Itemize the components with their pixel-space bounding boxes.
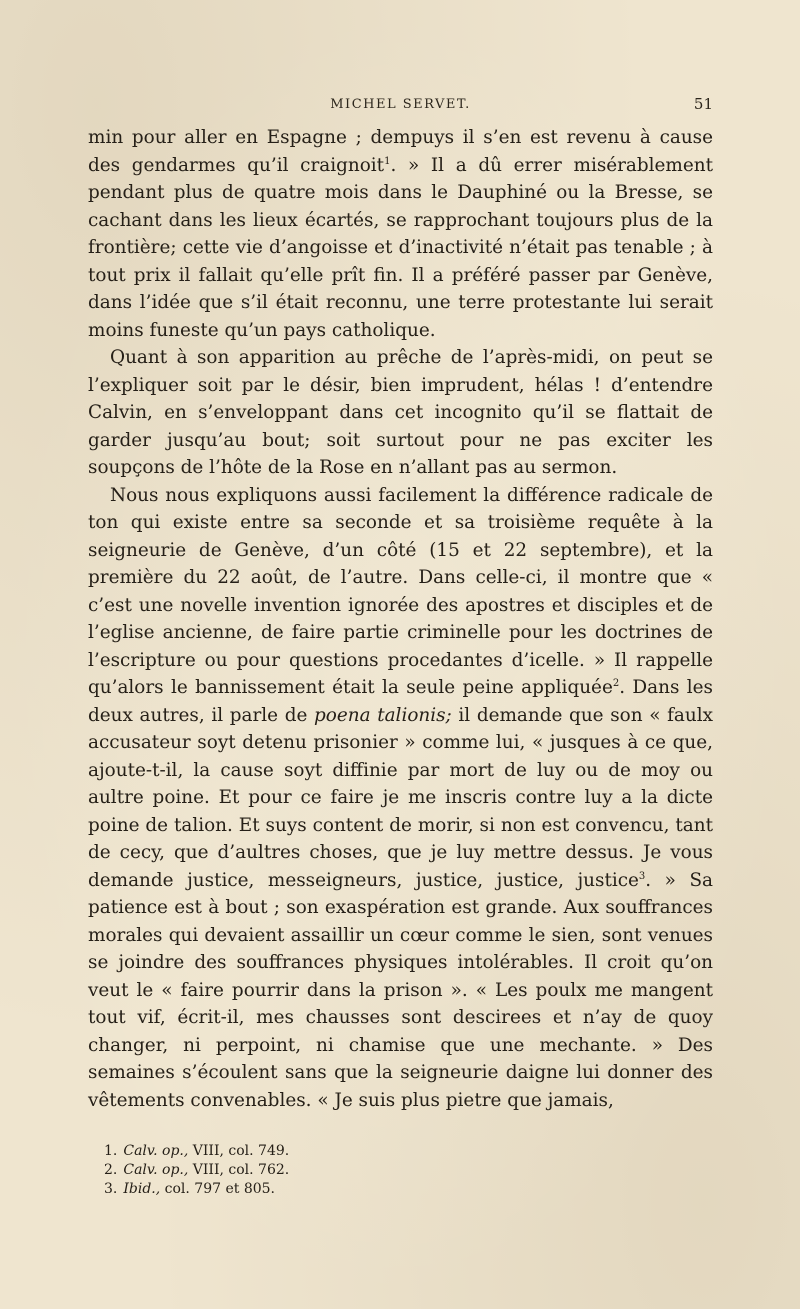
footnote-number: 2. [104, 1162, 118, 1178]
body-text [88, 124, 713, 1114]
text-segment: . » Il a dû errer misérablement pendant plus de quatre mois dans le Dauphiné ou la Bresse, se cachant dans les lieux écartés, se rapprochant toujours plus de la frontière; cette vie d’angoisse et d’inactivité n’était pas tenable ; à tout prix il fallait qu’elle prît fin. Il a préféré passer par Genève, dans l’idée que s’il était reconnu, une terre protestante lui serait moins funeste qu’un pays catholique. [88, 154, 713, 341]
page-number: 51 [693, 95, 713, 113]
running-title: MICHEL SERVET. [330, 97, 471, 112]
footnote [104, 1161, 713, 1180]
footnote-number: 1. [104, 1143, 118, 1159]
text-segment: Nous nous expliquons aussi facilement la différence radicale de ton qui existe entre sa seconde et sa troisième requête à la seigneurie de Genève, d’un côté (15 et 22 septembre), et la première du 22 août, de l’autre. Dans celle-ci, il montre que « c’est une novelle invention ignorée des apostres et disciples et de l’eglise ancienne, de faire partie criminelle pour les doctrines de l’escripture ou pour questions procedantes d’icelle. » Il rappelle qu’alors le bannissement était la seule peine appliquée [88, 484, 713, 698]
book-page [88, 95, 713, 1199]
text-segment: Quant à son apparition au prêche de l’après-midi, on peut se l’expliquer soit par le désir, bien imprudent, hélas ! d’entendre Calvin, en s’enveloppant dans cet incognito qu’il se flattait de garder jusqu’au bout; soit surtout pour ne pas exciter les soupçons de l’hôte de la Rose en n’allant pas au sermon. [88, 347, 713, 478]
footnote-work: Ibid., [123, 1181, 161, 1197]
text-segment: . » Sa patience est à bout ; son exaspération est grande. Aux souffrances morales qui devaient assaillir un cœur comme le sien, sont venues se joindre des souffrances physiques intolérables. Il croit qu’on veut le « faire pourrir dans la prison ». « Les poulx me mangent tout vif, écrit-il, mes chausses sont descirees et n’ay de quoy changer, ni perpoint, ni chamise que une mechante. » Des semaines s’écoulent sans que la seigneurie daigne lui donner des vêtements convenables. « Je suis plus pietre que jamais, [88, 869, 714, 1111]
text-segment: il demande que son « faulx accusateur soyt detenu prisonier » comme lui, « jusques à ce que, ajoute-t-il, la cause soyt diffinie par mort de luy ou de moy ou aultre poine. Et pour ce faire je me inscris contre luy a la dicte poine de talion. Et suys content de morir, si non est convencu, tant de cecy, que d’aultres choses, que je luy mettre dessus. Je vous demande justice, messeigneurs, justice, justice, justice [88, 704, 713, 891]
running-head [88, 95, 713, 117]
footnote-marker: 2 [612, 678, 620, 689]
footnote [104, 1180, 713, 1199]
footnote-reference: VIII, col. 762. [188, 1162, 290, 1178]
footnote-work: Calv. op., [123, 1162, 189, 1178]
footnote-work: Calv. op., [123, 1143, 189, 1159]
paragraph [88, 344, 713, 482]
footnote-reference: VIII, col. 749. [188, 1143, 290, 1159]
footnote-marker: 1 [384, 155, 391, 167]
text-segment: min pour aller en Espagne ; dempuys il s’en est revenu à cause des gendarmes qu’il craignoit [88, 127, 713, 176]
footnote-marker: 3 [638, 870, 646, 882]
footnote-reference: col. 797 et 805. [160, 1181, 276, 1197]
paragraph [88, 482, 713, 1115]
footnotes [88, 1142, 713, 1199]
footnote [104, 1142, 713, 1161]
paragraph [88, 124, 713, 344]
text-segment: . Dans les deux autres, il parle de [88, 677, 713, 726]
footnote-number: 3. [104, 1181, 118, 1197]
italic-text: poena talionis; [314, 704, 452, 726]
